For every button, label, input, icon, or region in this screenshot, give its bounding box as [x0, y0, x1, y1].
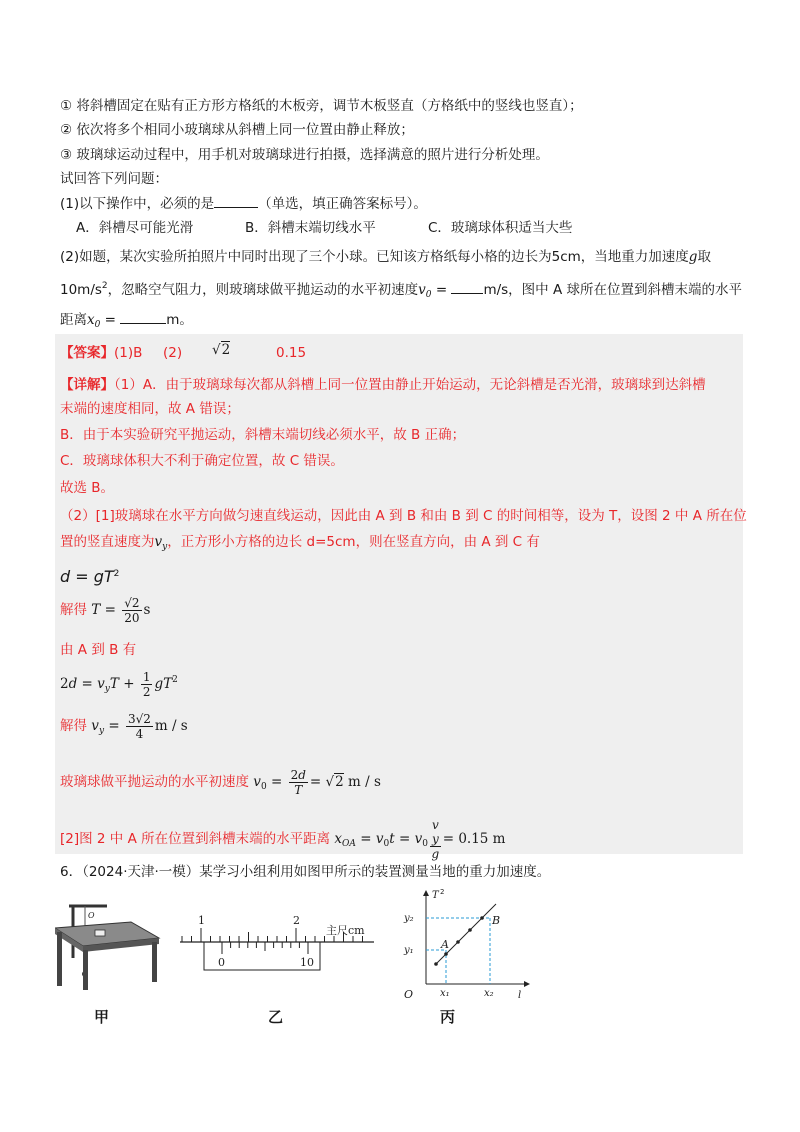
q2-line-2-end: m/s，图中 A 球所在位置到斜槽末端的水平: [483, 282, 742, 298]
vernier-tick-10: 10: [300, 956, 314, 969]
svg-text:O: O: [88, 911, 95, 920]
step-1: ① 将斜槽固定在贴有正方形方格纸的木板旁，调节木板竖直（方格纸中的竖线也竖直）；: [60, 98, 583, 114]
q6-text: 6．（2024·天津·一模）某学习小组利用如图甲所示的装置测量当地的重力加速度。: [60, 864, 551, 880]
detail-line-1: [60, 375, 706, 395]
q2-blank-x0: [120, 309, 166, 324]
v0-symbol: $v_0$: [418, 282, 432, 300]
caliper-vernier-ticks: [222, 942, 308, 954]
graph-y2: y₂: [404, 913, 414, 924]
graph-point-b: B: [492, 914, 501, 927]
q1-blank: [214, 193, 258, 208]
q2-line-1-text: (2)如题，某次实验所拍照片中同时出现了三个小球。已知该方格纸每小格的边长为5cm，当地重力加速度: [60, 249, 689, 265]
q1-option-a: A．斜槽尽可能光滑: [76, 220, 194, 236]
q2-line-3-text: 距离: [60, 312, 87, 328]
q2-line-1: [60, 247, 711, 267]
detail-line-7a: 置的竖直速度为: [60, 534, 155, 550]
step-2: ② 依次将多个相同小玻璃球从斜槽上同一位置由静止释放；: [60, 122, 414, 138]
vy-symbol: $v_y$: [154, 534, 168, 552]
detail-line-13: 玻璃球做平抛运动的水平初速度: [60, 774, 249, 790]
formula-2d: $2d = v_yT$ + $\frac{1}{2}$ $gT^2$: [60, 670, 178, 699]
caliper-tick-1: 1: [198, 914, 205, 927]
graph-xlabel: l: [518, 990, 522, 1001]
svg-text:2: 2: [440, 888, 445, 896]
detail-line-3: B．由于本实验研究平抛运动，斜槽末端切线必须水平，故 B 正确；: [60, 427, 466, 443]
q1-option-c: C．玻璃球体积适当大些: [428, 220, 573, 236]
detail-line-6: （2）[1]玻璃球在水平方向做匀速直线运动，因此由 A 到 B 和由 B 到 C 的时间相等，设为 T，设图 2 中 A 所在位: [60, 508, 747, 524]
answer-2-label: (2): [163, 345, 183, 361]
detail-line-1-text: （1）A．由于玻璃球每次都从斜槽上同一位置由静止开始运动，无论斜槽是否光滑，玻璃球到达斜槽: [114, 377, 706, 393]
answer-1: (1)B: [114, 345, 143, 361]
figure-bing-graph: [396, 888, 536, 1006]
figure-yi-caliper: [178, 912, 378, 982]
detail-line-14: [2]图 2 中 A 所在位置到斜槽末端的水平距离: [60, 831, 331, 847]
detail-tag: 【详解】: [60, 377, 114, 393]
formula-vy: 解得 $v_y$ = $\frac{3√2}{4}$ m / s: [60, 712, 188, 741]
q2-line-1-end: 取: [697, 249, 711, 265]
q2-g-symbol: g: [688, 249, 698, 265]
q2-line-3-end: m。: [166, 312, 193, 328]
answer-line: [60, 343, 142, 363]
q1-stem: [60, 193, 427, 214]
caliper-tick-2: 2: [293, 914, 300, 927]
detail-line-7b: ，正方形小方格的边长 d=5cm，则在竖直方向，由 A 到 C 有: [167, 534, 540, 550]
x0-symbol: $x_0$: [87, 312, 101, 330]
q1-stem-end: （单选，填正确答案标号）。: [258, 196, 427, 212]
caliper-main-label: 主尺cm: [326, 924, 365, 937]
figure-label-bing: 丙: [440, 1008, 456, 1026]
formula-v0: 玻璃球做平抛运动的水平初速度 $v_0$ = $\frac{2d}{T}$ = √2 m / s: [60, 768, 381, 797]
detail-line-4: C．玻璃球体积大不利于确定位置，故 C 错误。: [60, 453, 344, 469]
q2-g-value: 10m/s: [60, 282, 102, 298]
graph-ylabel: T: [432, 890, 439, 901]
detail-line-10: 由 A 到 B 有: [60, 642, 137, 658]
graph-origin: O: [404, 988, 414, 1001]
q1-option-b: B．斜槽末端切线水平: [245, 220, 376, 236]
formula-T: 解得 T = $\frac{√2}{20}$ s: [60, 596, 151, 625]
q2-line-2-text: ，忽略空气阻力，则玻璃球做平抛运动的水平初速度: [107, 282, 419, 298]
formula-d-gt2: $d = gT^2$: [60, 567, 120, 586]
graph-point-a: A: [441, 938, 449, 951]
figure-label-jia: 甲: [94, 1008, 110, 1026]
detail-line-5: 故选 B。: [60, 480, 115, 496]
graph-y1: y₁: [404, 945, 414, 956]
detail-line-2: 末端的速度相同，故 A 错误；: [60, 401, 240, 417]
prompt: 试回答下列问题：: [60, 171, 168, 187]
figure-jia-pendulum: [55, 898, 165, 990]
q2-line-2: $10m/s^2$，忽略空气阻力，则玻璃球做平抛运动的水平初速度$v_0 = m/s$，图中 A 球所在位置到斜槽末端的水平: [60, 281, 742, 300]
answer-tag: 【答案】: [60, 345, 114, 361]
detail-line-9: 解得: [60, 602, 87, 618]
answer-2-val1: √2: [212, 342, 231, 358]
q2-blank-v0: [451, 279, 483, 294]
vernier-tick-0: 0: [218, 956, 225, 969]
formula-x0: [2]图 2 中 A 所在位置到斜槽末端的水平距离 $x_{OA} = v_0t = v_0$ v y g = 0.15 m: [60, 818, 506, 861]
q1-stem-text: (1)以下操作中，必须的是: [60, 196, 215, 212]
graph-x2: x₂: [484, 988, 494, 999]
step-3: ③ 玻璃球运动过程中，用手机对玻璃球进行拍摄，选择满意的照片进行分析处理。: [60, 147, 549, 163]
figure-label-yi: 乙: [268, 1008, 284, 1026]
detail-line-12: 解得: [60, 718, 87, 734]
detail-line-7: [60, 532, 540, 557]
graph-x1: x₁: [440, 988, 450, 999]
answer-2-val2: 0.15: [276, 345, 307, 361]
q2-line-3: 距离$x_0 = m$。: [60, 309, 193, 335]
answer-2-sqrt-value: 2: [221, 342, 231, 358]
